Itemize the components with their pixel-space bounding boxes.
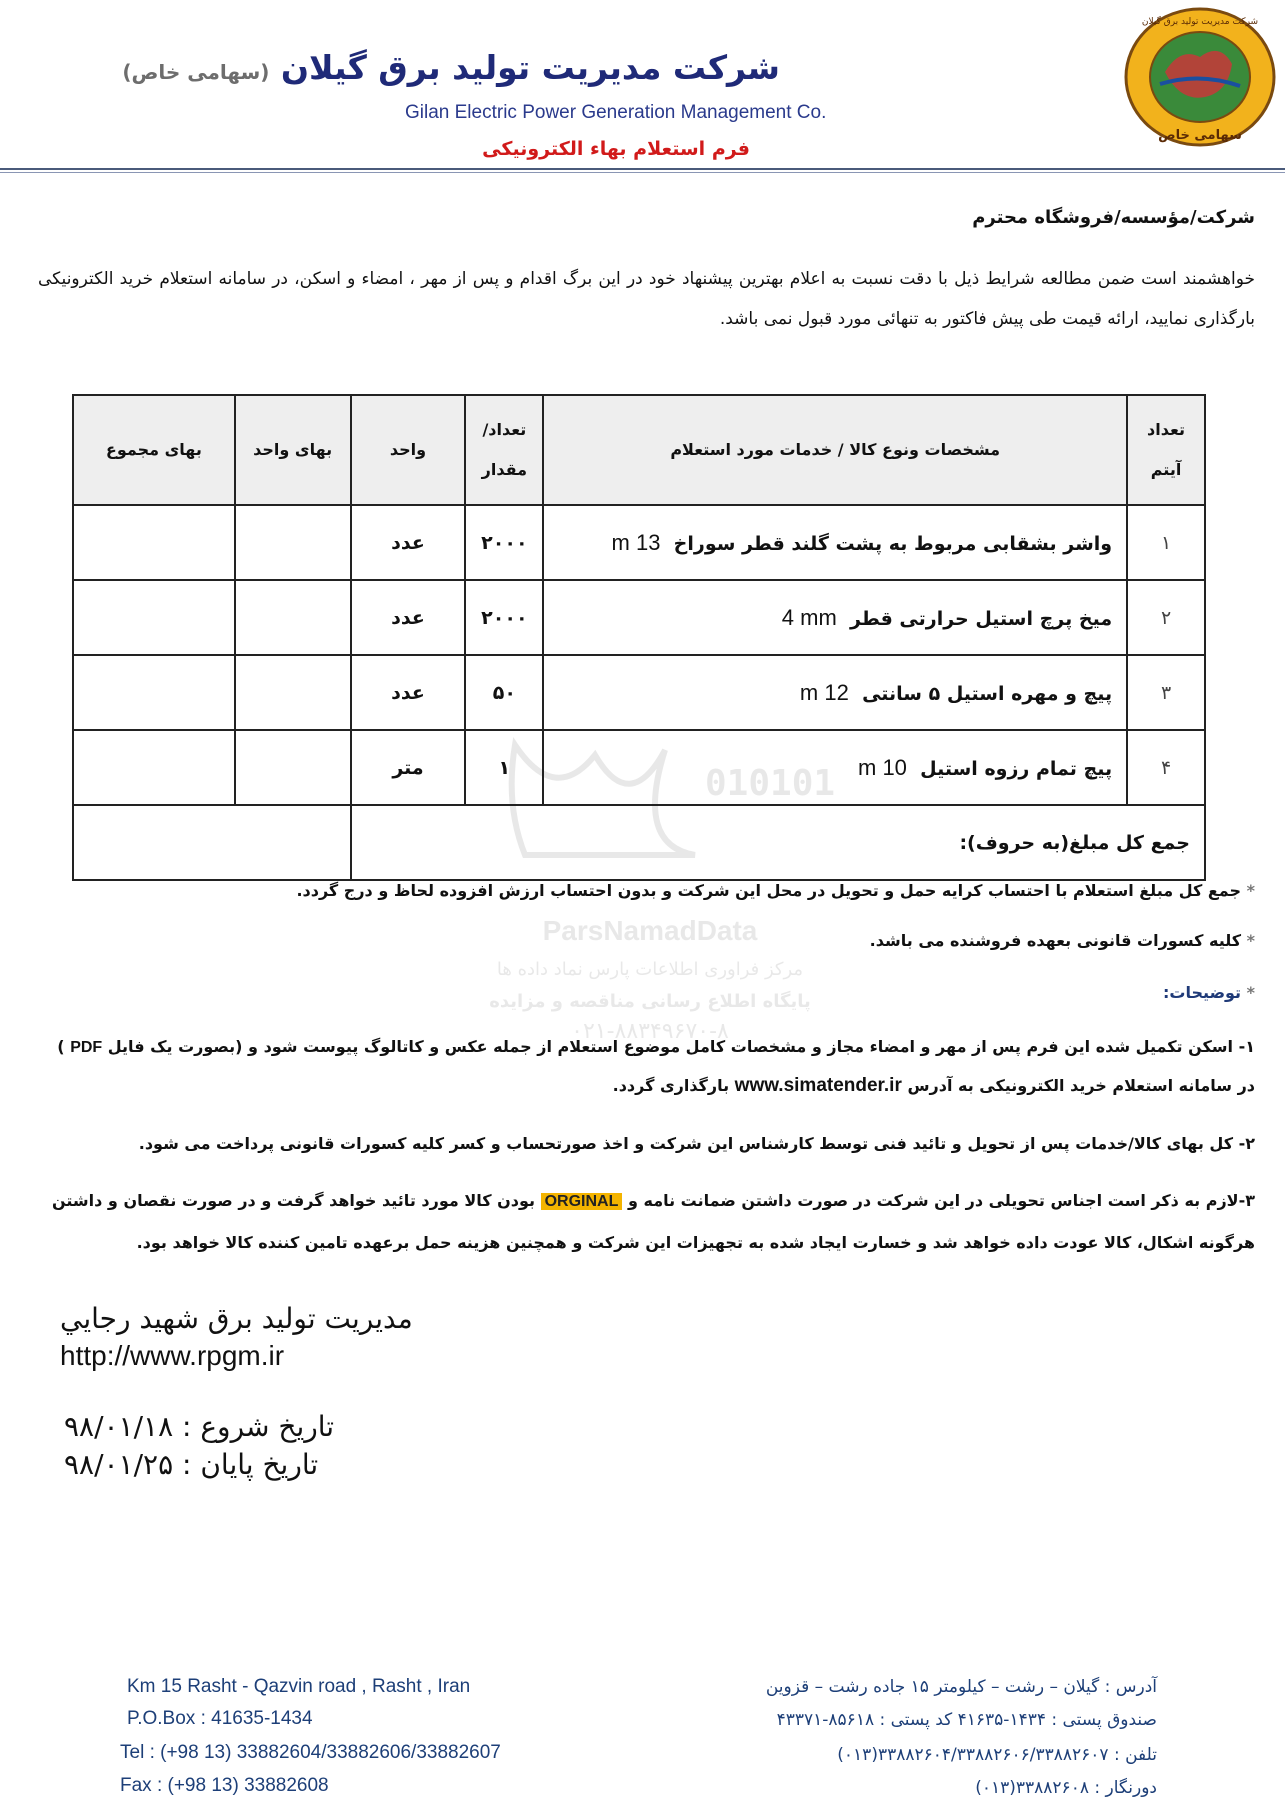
row-unit-price[interactable] xyxy=(235,655,351,730)
row-total-price[interactable] xyxy=(73,655,235,730)
items-table xyxy=(72,394,1206,881)
row-size: m 12 xyxy=(799,679,849,705)
footer-address-en: Km 15 Rasht - Qazvin road , Rasht , Iran xyxy=(127,1676,471,1697)
note-1 xyxy=(296,881,1255,900)
row-size: m 13 xyxy=(611,529,661,555)
row-unit: عدد xyxy=(351,655,466,730)
header-divider-thin xyxy=(0,172,1285,173)
company-title xyxy=(122,48,780,87)
row-unit-price[interactable] xyxy=(235,505,351,580)
simatender-link[interactable]: www.simatender.ir xyxy=(734,1075,902,1096)
row-unit: متر xyxy=(351,730,466,805)
row-description-text: میخ پرچ استیل حرارتی قطر xyxy=(850,607,1113,630)
form-title: فرم استعلام بهاء الکترونیکی xyxy=(482,138,750,160)
footer-tel-fa: تلفن : ۳۳۸۸۲۶۰۴/۳۳۸۸۲۶۰۶/۳۳۸۸۲۶۰۷(۰۱۳) xyxy=(837,1745,1157,1765)
table-total-row xyxy=(73,805,1205,880)
row-total-price[interactable] xyxy=(73,730,235,805)
table-row xyxy=(73,580,1205,655)
table-row xyxy=(73,730,1205,805)
header-quantity: تعداد/ مقدار xyxy=(465,395,543,505)
end-date-value: ۹۸/۰۱/۲۵ xyxy=(64,1448,174,1481)
explanation-3-text-b: بودن کالا مورد تائید خواهد گرفت و در صورت نقصان و داشتن xyxy=(52,1191,536,1210)
total-amount-label: جمع کل مبلغ(به حروف): xyxy=(351,805,1205,880)
watermark-line3: ۰۲۱-۸۸۳۴۹۶۷۰-۸ xyxy=(571,1019,729,1044)
watermark-digits: 010101 xyxy=(705,763,835,804)
logo-seal-text-top: شرکت مدیریت تولید برق گیلان xyxy=(1141,17,1259,27)
company-logo xyxy=(1120,2,1280,152)
stamp-org: مدیریت تولید برق شهید رجايي xyxy=(60,1302,413,1335)
row-index: ۲ xyxy=(1127,580,1205,655)
stamp-url[interactable]: http://www.rpgm.ir xyxy=(60,1340,285,1371)
footer-pobox-en: P.O.Box : 41635-1434 xyxy=(127,1708,313,1729)
end-date-label: تاریخ پایان : xyxy=(182,1448,319,1481)
header-item-index: تعداد آیتم xyxy=(1127,395,1205,505)
explanation-1-text-a: ۱- اسکن تکمیل شده این فرم پس از مهر و امضاء مجاز و مشخصات کامل موضوع استعلام از جمله عکس و کاتالوگ پیوست شود و (بصورت یک فایل xyxy=(107,1037,1255,1056)
end-date-line xyxy=(64,1448,318,1481)
bullet-star-icon: * xyxy=(1241,881,1255,900)
row-quantity: ۱ xyxy=(465,730,543,805)
explanation-1-text-c: بارگذاری گردد. xyxy=(612,1076,730,1095)
footer-address-fa: آدرس : گیلان – رشت – کیلومتر ۱۵ جاده رشت – قزوین xyxy=(765,1677,1157,1697)
row-total-price[interactable] xyxy=(73,505,235,580)
row-description xyxy=(543,505,1127,580)
row-unit: عدد xyxy=(351,580,466,655)
bullet-star-icon: * xyxy=(1241,931,1255,950)
explanation-3-text-a: ۳-لازم به ذکر است اجناس تحویلی در این شرکت در صورت داشتن ضمانت نامه و xyxy=(627,1191,1255,1210)
watermark-line1: مرکز فراوری اطلاعات پارس نماد داده ها xyxy=(496,959,804,980)
salutation: شرکت/مؤسسه/فروشگاه محترم xyxy=(972,207,1255,228)
start-date-value: ۹۸/۰۱/۱۸ xyxy=(64,1410,174,1443)
row-description-text: پیچ و مهره استیل ۵ سانتی xyxy=(862,682,1113,705)
row-index: ۱ xyxy=(1127,505,1205,580)
row-description xyxy=(543,655,1127,730)
explanation-2: ۲- کل بهای کالا/خدمات پس از تحویل و تائید فنی توسط کارشناس این شرکت و اخذ صورتحساب و کسر کلیه کسورات قانونی پرداخت می شود. xyxy=(138,1134,1255,1153)
start-date-label: تاریخ شروع : xyxy=(182,1410,335,1443)
footer-tel-en: Tel : (+98 13) 33882604/33882606/33882607 xyxy=(120,1742,501,1763)
explanation-1-line2 xyxy=(613,1075,1255,1097)
row-quantity: ۲۰۰۰ xyxy=(465,505,543,580)
bullet-star-icon: * xyxy=(1241,983,1255,1002)
row-unit: عدد xyxy=(351,505,466,580)
watermark-line2: پایگاه اطلاع رسانی مناقصه و مزایده xyxy=(489,991,811,1012)
company-type: (سهامی خاص) xyxy=(122,60,270,84)
row-total-price[interactable] xyxy=(73,580,235,655)
note-2 xyxy=(870,931,1255,950)
row-quantity: ۲۰۰۰ xyxy=(465,580,543,655)
start-date-line xyxy=(64,1410,334,1443)
header-divider xyxy=(0,168,1285,170)
row-unit-price[interactable] xyxy=(235,730,351,805)
table-row xyxy=(73,655,1205,730)
orginal-badge: ORGINAL xyxy=(541,1193,623,1210)
header-unit: واحد xyxy=(351,395,466,505)
explanation-1-pdf: PDF xyxy=(70,1039,103,1056)
header-total-price: بهای مجموع xyxy=(73,395,235,505)
company-name: شرکت مدیریت تولید برق گیلان xyxy=(280,48,780,87)
header-description: مشخصات ونوع کالا / خدمات مورد استعلام xyxy=(543,395,1127,505)
row-index: ۴ xyxy=(1127,730,1205,805)
row-size: m 10 xyxy=(858,754,907,780)
row-size: 4 mm xyxy=(781,604,837,630)
intro-paragraph: خواهشمند است ضمن مطالعه شرایط ذیل با دقت نسبت به اعلام بهترین پیشنهاد خود در این برگ اقدام و پس از مهر ، امضاء و اسکن، در سامانه استعلام خرید الکترونیکی بارگذاری نمایید، ارائه قیمت طی پیش فاکتور به تنهائی مورد قبول نمی باشد. xyxy=(38,269,1255,329)
note-2-text: کلیه کسورات قانونی بعهده فروشنده می باشد. xyxy=(869,931,1242,950)
explanation-3-line1 xyxy=(52,1191,1255,1211)
table-row xyxy=(73,505,1205,580)
explanation-1-text-b: در سامانه استعلام خرید الکترونیکی به آدرس xyxy=(907,1076,1255,1095)
explanations-title-text: توضیحات: xyxy=(1163,983,1242,1002)
note-1-text: جمع کل مبلغ استعلام با احتساب کرایه حمل و تحویل در محل این شرکت و بدون احتساب ارزش افزوده لحاظ و درج گردد. xyxy=(296,881,1242,900)
row-quantity: ۵۰ xyxy=(465,655,543,730)
explanation-1-line1: ۱- اسکن تکمیل شده این فرم پس از مهر و امضاء مجاز و مشخصات کامل موضوع استعلام از جمله عکس و کاتالوگ پیوست شود و (بصورت یک فایل PDF ) xyxy=(57,1037,1255,1056)
footer-fax-en: Fax : (+98 13) 33882608 xyxy=(120,1775,329,1796)
row-description-text: واشر بشقابی مربوط به پشت گلند قطر سوراخ xyxy=(673,532,1113,555)
total-amount-value[interactable] xyxy=(73,805,351,880)
row-description xyxy=(543,580,1127,655)
footer-pobox-fa: صندوق پستی : ۱۴۳۴-۴۱۶۳۵ کد پستی : ۸۵۶۱۸-۴۳۳۷۱ xyxy=(776,1710,1157,1730)
row-description xyxy=(543,730,1127,805)
logo-seal-text-bottom: سهامی خاص xyxy=(1158,128,1242,143)
table-header-row xyxy=(73,395,1205,505)
explanations-title xyxy=(1163,983,1255,1002)
row-index: ۳ xyxy=(1127,655,1205,730)
watermark-brand: ParsNamadData xyxy=(542,915,758,946)
company-name-en: Gilan Electric Power Generation Management Co. xyxy=(405,102,827,123)
row-unit-price[interactable] xyxy=(235,580,351,655)
explanation-3-line2: هرگونه اشکال، کالا عودت داده خواهد شد و خسارت ایجاد شده به تجهیزات این شرکت و همچنین هزینه حمل برعهده تامین کننده کالا خواهد بود. xyxy=(136,1233,1255,1252)
header-unit-price: بهای واحد xyxy=(235,395,351,505)
row-description-text: پیچ تمام رزوه استیل xyxy=(920,757,1113,780)
footer-fax-fa: دورنگار : ۳۳۸۸۲۶۰۸(۰۱۳) xyxy=(975,1778,1157,1798)
